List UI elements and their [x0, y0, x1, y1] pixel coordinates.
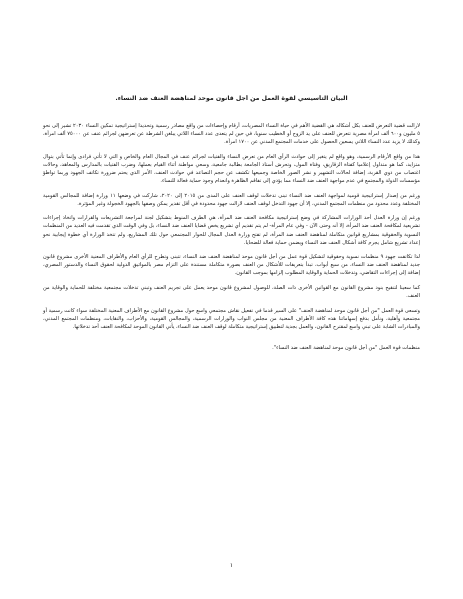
paragraph: هذا من واقع الأرقام الرسمية، وهو واقع لم يتغير إلى حوادث الرأي العام من تعرض النساء والفتيات لجرائم عنف في المجال العام والخاص و التي لا تأتي فرادى وإنما تأتي بتوال متزايد، كما هو متداول إعلاميا كفتاة الزقازيق، وفتاة المول، وتحرش أستاذ الجامعة بطالبة جامعية، وسعي مواطنة أثناء القيام بعملها، وضرب الفتيات بالمدارس والمعاهد، وحالات اغتصاب من ذوي القربة، إضافة لحالات التشهير و نشر الصور الخاصة وجميعها تكشف عن حجم التصاعد في حوادث العنف، الأمر الذي يحتم ضرورة تكاتف الجهود وربما تواطؤ مؤسسات الدولة والمجتمع في عدم مواجهة العنف ضد النساء مما يؤدي إلى تفاقم الظاهرة وانعدام وجود حماية فعالة للنساء. — [43, 153, 420, 185]
paragraph: وتسعى قوة العمل "من أجل قانون موحد لمناهضة العنف" على السير قدما في تفعيل نقاش مجتمعي واسع حول مشروع القانون مع الأطراف المعنية المختلفة سواء كانت رسمية أو مجتمعية وأهلية، ونأمل بدفع إسهاماتنا هذه كافة الأطراف المعنية من مجلس النواب والوزارات الرسمية، والمجالس القومية، والأحزاب، والنقابات، ومنظمات المجتمع المدني، والمبادرات الشابة على تبني واسع لمقترح القانون، والعمل بجدية لتطبيق إستراتيجية متكاملة لوقف العنف ضد النساء، يأتي القانون الموحد لمكافحة العنف أحد تدخلاتها. — [43, 307, 420, 330]
paragraph: لازالت قضية التعرض للعنف بكل أشكاله هي القضية الأهم في حياة النساء المصريات، أرقام وإحصاءات من واقع مصادر رسمية وتحديدا إستراتيجية تمكين النساء ٢٠٣٠ تشير إلى نحو ٥ مليون و٦٠٠ ألف امرأة مصرية تتعرض للعنف على يد الزوج أو الخطيب سنويا، في حين لم يتعدى عدد النساء اللاتي يبلغن الشرطة عن تعرضهن لجرائم عنف عن ٧٥٠٠٠ ألف امرأة، وكذلك لا يزيد عدد النساء اللاتي يسعين الحصول على خدمات المجتمع المدني عن ١٧٠٠ امرأة. — [43, 123, 420, 146]
closing-signature: منظمات قوة العمل "من أجل قانون موحد لمناهضة العنف ضد النساء". — [272, 344, 420, 351]
paragraph: ورغم إن وزارة العدل أحد الوزارات المشاركة في وضع إستراتيجية مكافحة العنف ضد المرأة، هي الطرف المنوط بتشكيل لجنة لمراجعة التشريعات والقرارات واتخاذ إجراءات تشريعية لمكافحة العنف ضد المرأة، إلا أنه وحتى الآن - وفي عام المرأة- لم يتم تقديم أي تشريع يخص قضايا العنف ضد النساء، بل وفي الوقت الذي تقدمت فيه العديد من المنظمات النسوية والحقوقية بمشاريع قوانين متكاملة لمناهضة العنف ضد المرأة، لم تفتح وزارة العدل المجال للحوار المجتمعي حول تلك المشاريع، ولم تتخذ الوزارة أي خطوة إيجابية نحو إعداد تشريع شامل يجرم كافة أشكال العنف ضد النساء ويضمن حماية فعالة للضحايا. — [43, 215, 420, 246]
paragraph: لذا تكاتفت جهود ٩ منظمات نسوية وحقوقية لتشكيل قوة عمل من أجل قانون موحد لمناهضة العنف ضد النساء، تتبنى وتطرح للرأي العام والأطراف المعنية الأخرى مشروع قانون جديد لمناهضة العنف ضد النساء، من سبع أبواب، تبدأ بتعريفات للأشكال من العنف بصورة متكاملة مستندة على التزام مصر بالمواثيق الدولية لحقوق النساء والدستور المصري، إضافة إلى إجراءات التقاضي، وتدخلات الحماية والوقاية المطلوب إلزامها بموجب القانون. — [43, 254, 420, 277]
paragraph: ورغم من إصدار إستراتيجية قومية لمواجهة العنف ضد النساء تبنى تدخلات لوقف العنف على المدى من ٢٠١٥ إلى ٢٠٢٠، شاركت في وضعها ١١ وزارة إضافة للمجالس القومية المختلفة وعدد محدود من منظمات المجتمع المدني، إلا أن جهود التدخل لوقف العنف لازالت جهود محدودة في أقل تقدير يمكن وصفها بالجهود الخجولة وغير المؤثرة. — [43, 192, 421, 207]
document-title: البيان التأسيسي لقوة العمل من أجل قانون موحد لمناهضة العنف ضد النساء. — [115, 95, 348, 102]
page-number: ١ — [229, 562, 234, 569]
paragraph: كما سعينا لتنقيح بنود مشروع القانون مع القوانين الأخرى ذات الصلة، للوصول لمشروع قانون موحد يعمل على تجريم العنف وتبني تدخلات مجتمعية مختلفة للحماية والوقاية من العنف. — [43, 285, 420, 300]
document-body — [43, 122, 420, 359]
